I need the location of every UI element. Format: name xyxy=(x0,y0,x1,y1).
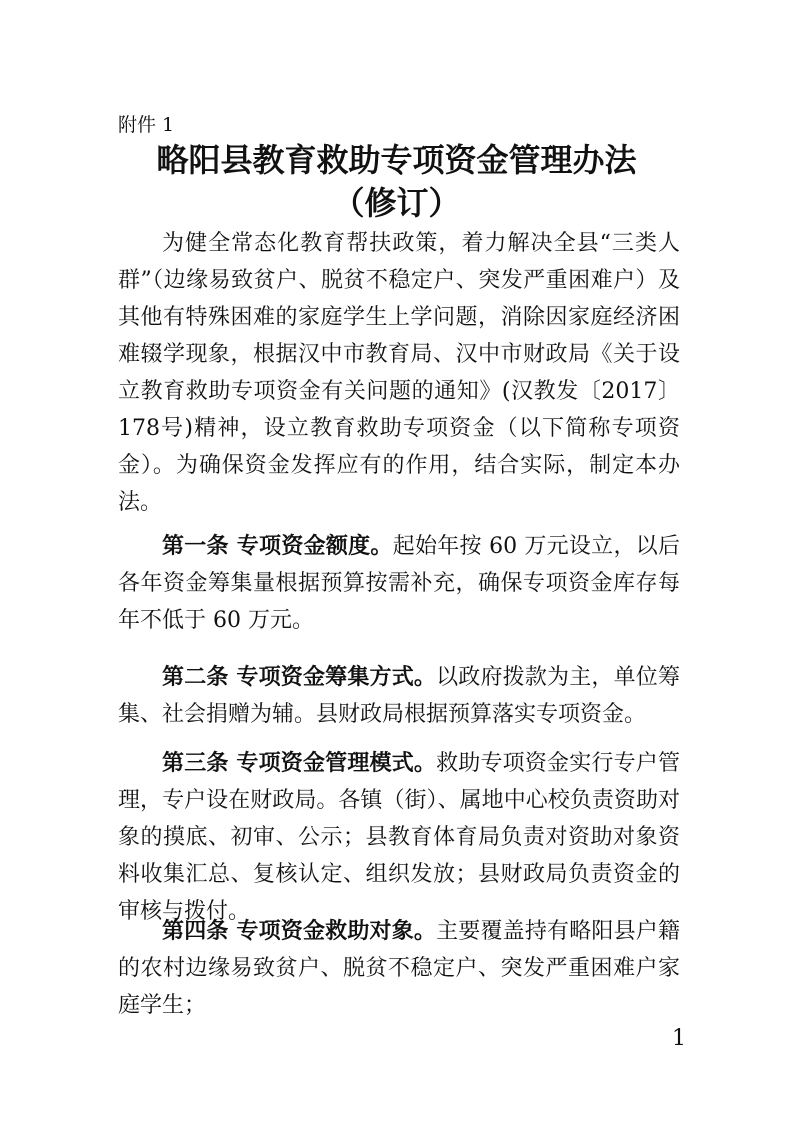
article-1-paragraph xyxy=(118,528,680,639)
article-3-paragraph xyxy=(118,745,680,930)
article-4-paragraph xyxy=(118,913,680,1024)
article-1-block xyxy=(118,528,680,639)
article-2-heading: 第二条 专项资金筹集方式。 xyxy=(162,664,437,690)
article-2-paragraph xyxy=(118,659,680,733)
article-3-block xyxy=(118,745,680,930)
intro-paragraph: 为健全常态化教育帮扶政策，着力解决全县“三类人群”（边缘易致贫户、脱贫不稳定户、突发严重困难户）及其他有特殊困难的家庭学生上学问题，消除因家庭经济困难辍学现象，根据汉中市教育局、汉中市财政局《关于设立教育救助专项资金有关问题的通知》(汉教发〔2017〕178号)精神，设立教育救助专项资金（以下简称专项资金）。为确保资金发挥应有的作用，结合实际，制定本办法。 xyxy=(118,231,680,515)
article-2-text: 以政府拨款为主，单位筹集、社会捐赠为辅。县财政局根据预算落实专项资金。 xyxy=(118,665,680,727)
article-2-block xyxy=(118,659,680,733)
intro-paragraph-block xyxy=(118,225,680,521)
article-4-heading: 第四条 专项资金救助对象。 xyxy=(162,918,437,944)
attachment-label: 附件 1 xyxy=(118,114,175,136)
article-4-text: 主要覆盖持有略阳县户籍的农村边缘易致贫户、脱贫不稳定户、突发严重困难户家庭学生； xyxy=(118,919,680,1018)
article-3-text: 救助专项资金实行专户管理，专户设在财政局。各镇（街）、属地中心校负责资助对象的摸底、初审、公示；县教育体育局负责对资助对象资料收集汇总、复核认定、组织发放；县财政局负责资金的审核与拨付。 xyxy=(118,751,680,924)
article-3-heading: 第三条 专项资金管理模式。 xyxy=(162,750,437,776)
document-title: 略阳县教育救助专项资金管理办法 xyxy=(156,141,637,179)
document-subtitle: （修订） xyxy=(332,184,461,222)
article-1-text: 起始年按 60 万元设立，以后各年资金筹集量根据预算按需补充，确保专项资金库存每年不低于 60 万元。 xyxy=(118,534,680,633)
page-number: 1 xyxy=(672,1026,686,1051)
article-4-block xyxy=(118,913,680,1024)
article-1-heading: 第一条 专项资金额度。 xyxy=(162,533,393,559)
